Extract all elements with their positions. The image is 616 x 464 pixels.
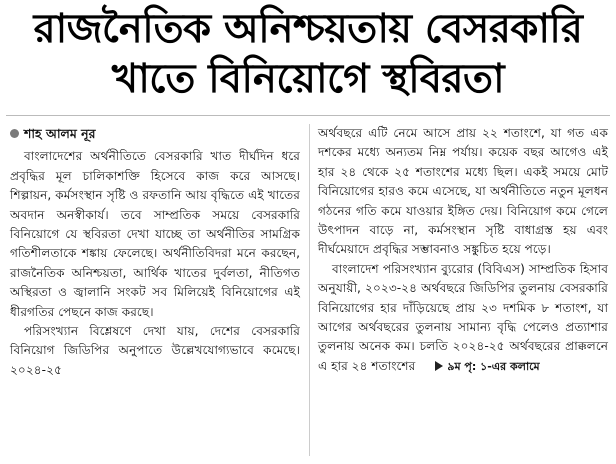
continuation-jump[interactable] [421,357,539,376]
paragraph [318,260,608,376]
right-column [318,124,608,376]
paragraph-text: অর্থবছরে এটি নেমে আসে প্রায় ২২ শতাংশে, যা গত এক দশকের মধ্যে অন্যতম নিম্ন পর্যায়। কয়েক বছর আগেও এই হার ২৪ থেকে ২৫ শতাংশের মধ্যে ছিল। একই সময়ে মোট বিনিয়োগের হারও কমে এসেছে, যা অর্থনীতিতে নতুন মূলধন গঠনের গতি কমে যাওয়ার ইঙ্গিত দেয়। বিনিয়োগ কমে গেলে উৎপাদন বাড়ে না, কর্মসংস্থান সৃষ্টি বাধাগ্রস্ত হয় এবং দীর্ঘমেয়াদে প্রবৃদ্ধির সম্ভাবনাও সঙ্কুচিত হয়ে পড়ে। [318,126,608,257]
headline-line-1: রাজনৈতিক অনিশ্চয়তায় বেসরকারি [33,6,583,52]
triangle-right-icon [435,361,443,371]
left-column [10,124,300,380]
paragraph-continued [318,124,608,260]
continuation-jump-label: ৯ম পৃ: ১-এর কলামে [447,359,540,373]
article-headline [0,4,616,104]
paragraph: পরিসংখ্যান বিশ্লেষণে দেখা যায়, দেশের বেসরকারি বিনিয়োগ জিডিপির অনুপাতে উল্লেখযোগ্যভাবে কমেছে। ২০২৪-২৫ [10,324,300,377]
bullet-dot-icon [10,129,19,138]
column-divider [309,124,310,456]
byline-author: শাহ আলম নূর [24,126,96,141]
headline-rule [6,115,610,116]
headline-line-2: খাতে বিনিয়োগে স্থবিরতা [111,56,505,102]
paragraph: বাংলাদেশের অর্থনীতিতে বেসরকারি খাত দীর্ঘদিন ধরে প্রবৃদ্ধির মূল চালিকাশক্তি হিসেবে কাজ করে আসছে। শিল্পায়ন, কর্মসংস্থান সৃষ্টি ও রফতানি আয় বৃদ্ধিতে এই খাতের অবদান অনস্বীকার্য। তবে সাম্প্রতিক সময়ে বেসরকারি বিনিয়োগে যে স্থবিরতা দেখা যাচ্ছে তা অর্থনীতির সামগ্রিক গতিশীলতাকে শঙ্কায় ফেলেছে। অর্থনীতিবিদরা মনে করছেন, রাজনৈতিক অনিশ্চয়তা, আর্থিক খাতের দুর্বলতা, নীতিগত অস্থিরতা ও জ্বালানি সংকট সব মিলিয়েই বিনিয়োগের এই ধীরগতির পেছনে কাজ করছে। [10,149,300,319]
paragraph-text: বাংলাদেশ পরিসংখ্যান ব্যুরোর (বিবিএস) সাম্প্রতিক হিসাব অনুযায়ী, ২০২৩-২৪ অর্থবছরে জিডিপির তুলনায় বেসরকারি বিনিয়োগের হার দাঁড়িয়েছে প্রায় ২৩ দশমিক ৮ শতাংশ, যা আগের অর্থবছরের তুলনায় সামান্য বৃদ্ধি পেলেও প্রত্যাশার তুলনায় অনেক কম। চলতি ২০২৪-২৫ অর্থবছরের প্রাক্কলনে এ হার ২৪ শতাংশের [318,261,608,373]
byline [10,124,300,143]
